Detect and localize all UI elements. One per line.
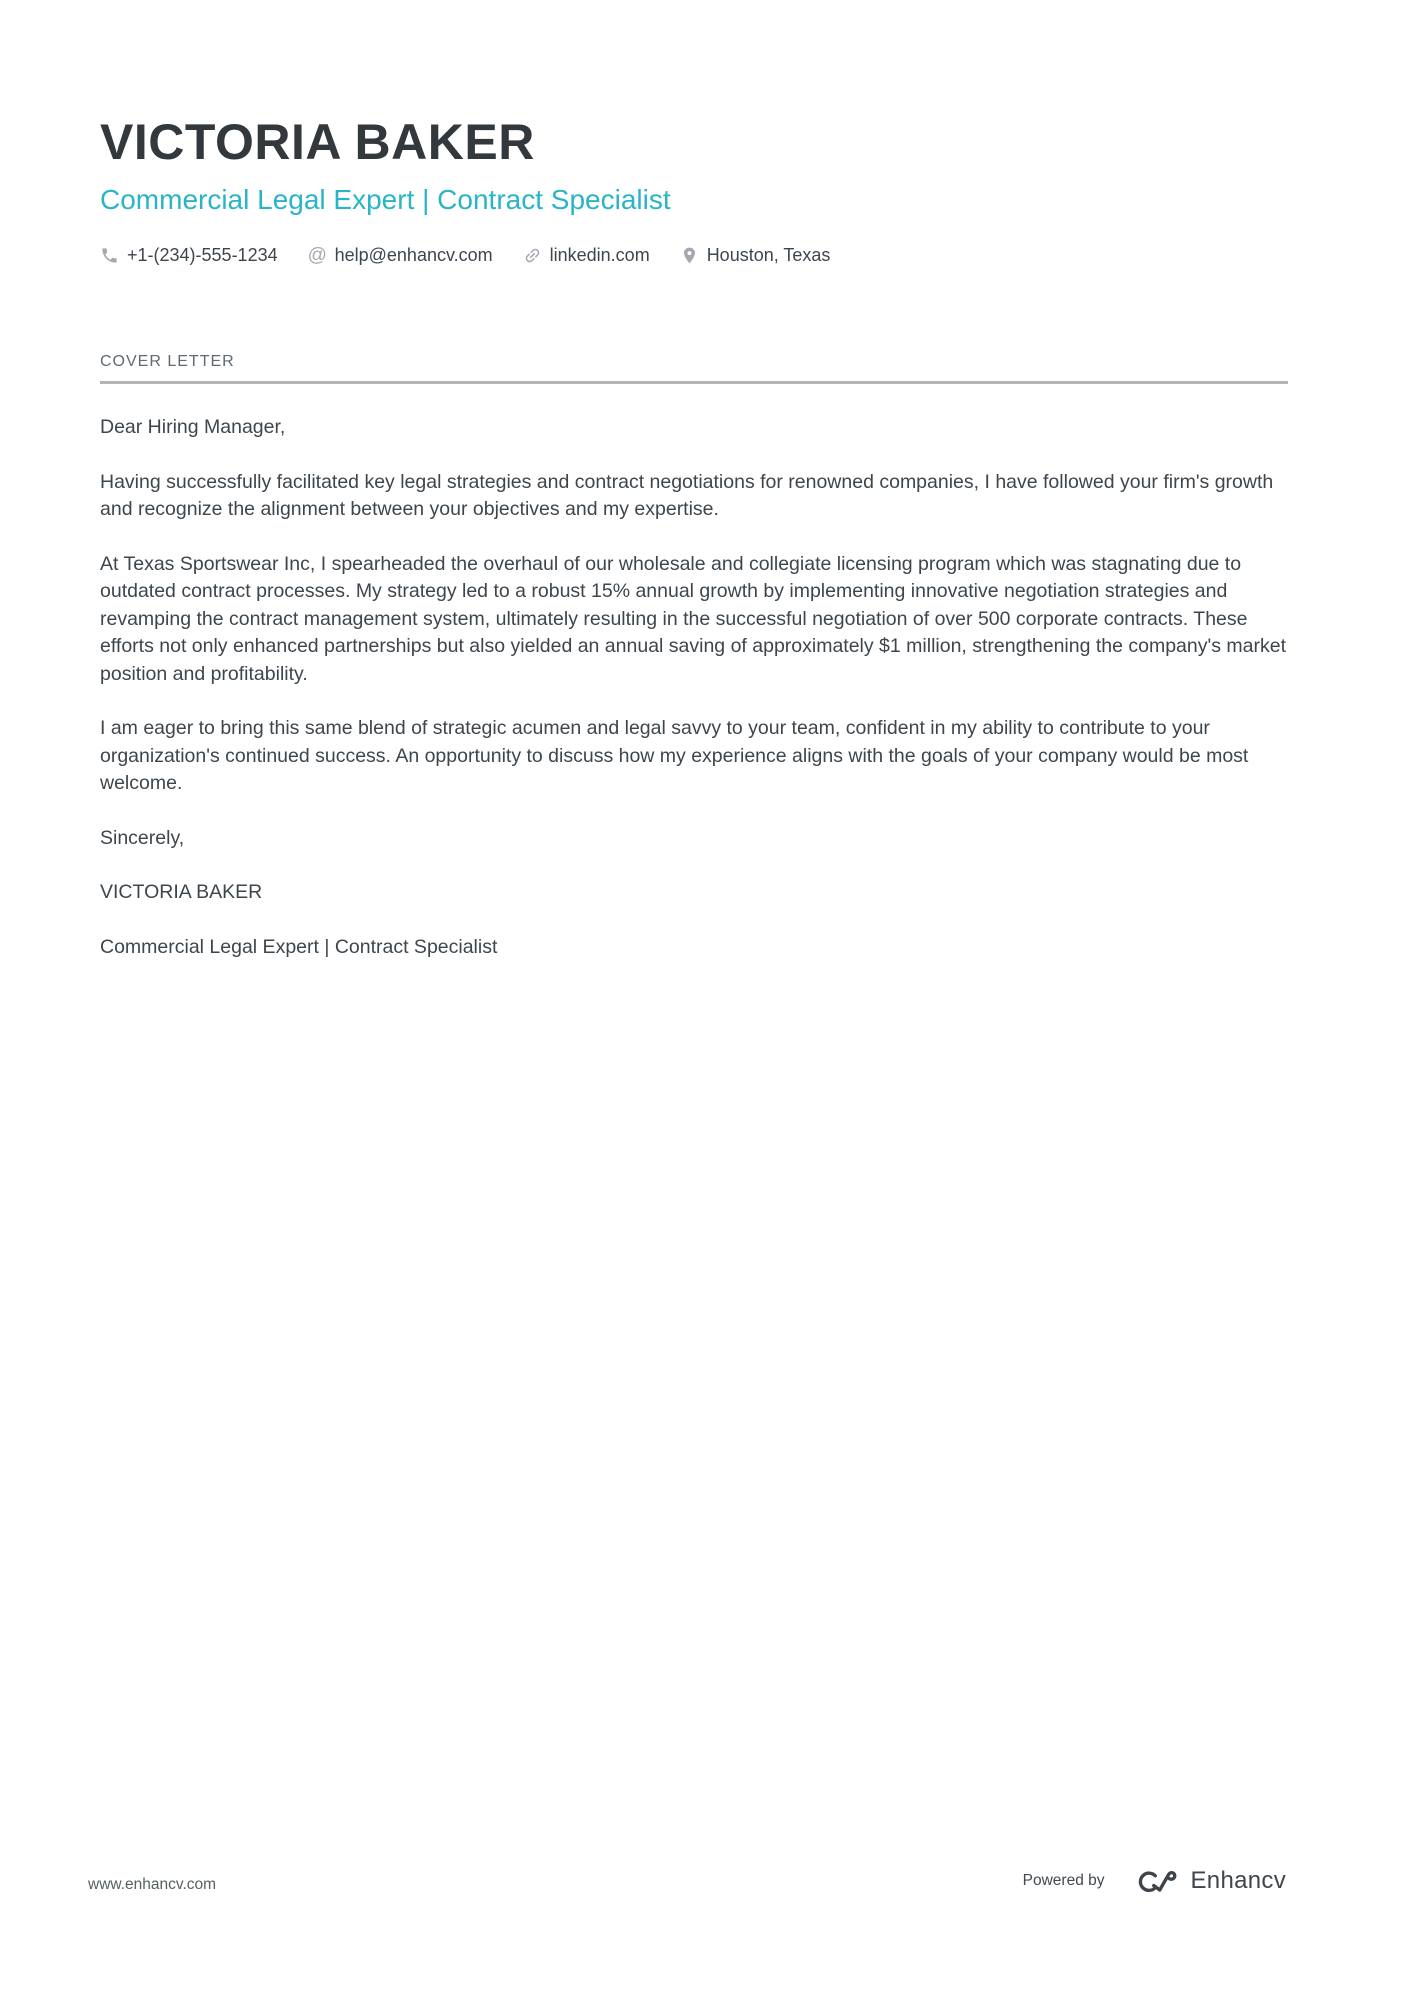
- letter-body: [100, 414, 1288, 961]
- paragraph-3: I am eager to bring this same blend of strategic acumen and legal savvy to your team, confident in my ability to contribute to your organization's continued success. An opportunity to discuss how my experience aligns with the goals of your company would be most welcome.: [100, 717, 1249, 794]
- link-icon: [519, 242, 546, 269]
- section-label: COVER LETTER: [100, 352, 1288, 384]
- person-job-title: Commercial Legal Expert | Contract Specialist: [100, 184, 671, 215]
- signature-title: Commercial Legal Expert | Contract Specialist: [100, 935, 498, 958]
- contact-email[interactable]: [308, 245, 493, 266]
- contact-phone-value: +1-(234)-555-1234: [127, 245, 278, 265]
- signature-name: VICTORIA BAKER: [100, 881, 263, 903]
- brand-wordmark: Enhancv: [1190, 1867, 1286, 1894]
- paragraph-2: At Texas Sportswear Inc, I spearheaded the overhaul of our wholesale and collegiate licensing program which was stagnating due to outdated contract processes. My strategy led to a robust 15% annual growth by implementing innovative negotiation strategies and revamping the contract management system, ultimately resulting in the successful negotiation of over 500 corporate contracts. These efforts not only enhanced partnerships but also yielded an annual saving of approximately $1 million, strengthening the company's market position and profitability.: [100, 552, 1286, 685]
- location-pin-icon: [680, 246, 699, 265]
- contact-location-value: Houston, Texas: [706, 245, 831, 265]
- at-icon: @: [307, 245, 327, 266]
- contact-row: [100, 245, 1288, 266]
- contact-email-value[interactable]: help@enhancv.com: [334, 245, 493, 265]
- salutation: Dear Hiring Manager,: [100, 416, 286, 438]
- paragraph-1: Having successfully facilitated key legal strategies and contract negotiations for renowned companies, I have followed your firm's growth and recognize the alignment between your objectives and my expertise.: [100, 470, 1274, 520]
- powered-by-badge[interactable]: [1023, 1866, 1286, 1896]
- contact-phone: [100, 245, 278, 266]
- phone-icon: [100, 246, 119, 265]
- person-name: VICTORIA BAKER: [100, 114, 535, 170]
- powered-by-label: Powered by: [1022, 1872, 1105, 1889]
- contact-location: [680, 245, 831, 266]
- closing: Sincerely,: [100, 826, 185, 849]
- letter-content: [100, 0, 1288, 988]
- contact-link-value[interactable]: linkedin.com: [549, 245, 650, 265]
- enhancv-logo-icon: [1131, 1866, 1181, 1896]
- website-link[interactable]: www.enhancv.com: [88, 1876, 217, 1893]
- contact-link[interactable]: [523, 245, 650, 266]
